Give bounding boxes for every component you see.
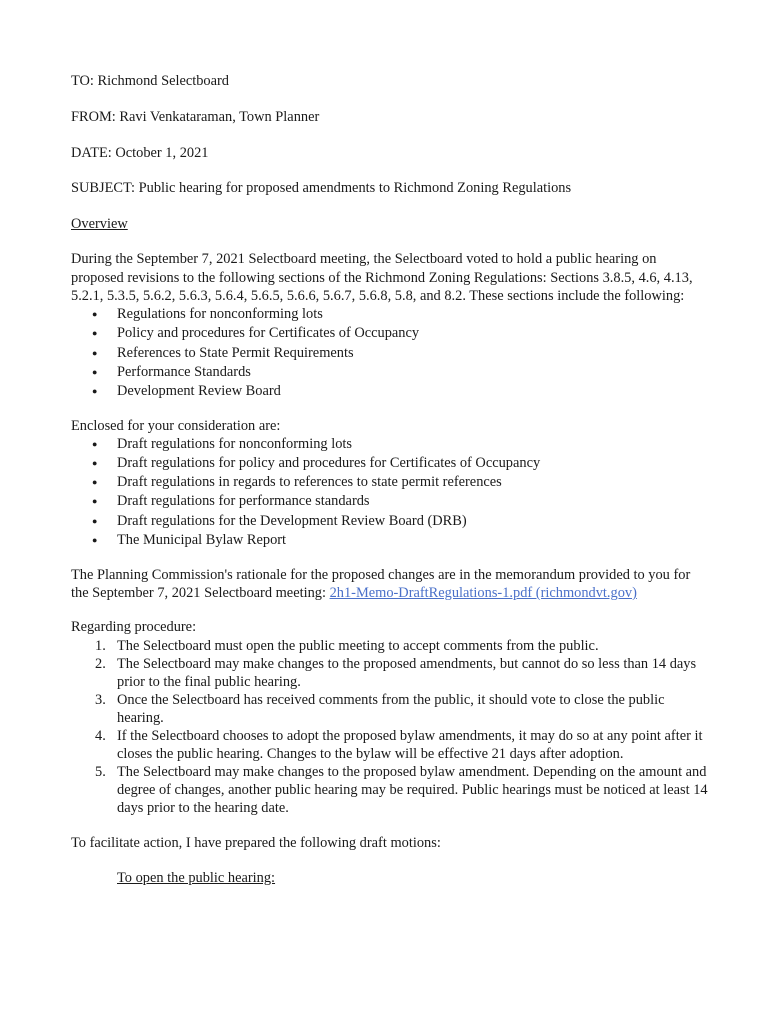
list-item: 3. Once the Selectboard has received comments from the public, it should vote to close the public hearing. [95,691,665,726]
list-item: ● Draft regulations for nonconforming lots [71,435,711,454]
list-item: ● The Municipal Bylaw Report [71,531,711,550]
list-item: ● Regulations for nonconforming lots [71,305,711,324]
overview-heading: Overview [71,216,128,233]
enclosed-list [71,435,711,550]
overview-intro: During the September 7, 2021 Selectboard meeting, the Selectboard voted to hold a public hearing on proposed revisions to the following sections of the Richmond Zoning Regulations: Sections 3.8.5, 4.6, 4.13, 5.2.1, 5.3.5, 5.6.2, 5.6.3, 5.6.4, 5.6.5, 5.6.6, 5.6.7, 5.6.8, 5.8, and 8.2. These sections include the following: [71,251,693,305]
memo-pdf-link[interactable]: 2h1-Memo-DraftRegulations-1.pdf (richmondvt.gov) [329,585,637,601]
memo-subject: SUBJECT: Public hearing for proposed amendments to Richmond Zoning Regulations [71,180,572,197]
list-item: ● Policy and procedures for Certificates of Occupancy [71,324,711,343]
procedure-intro: Regarding procedure: [71,619,197,636]
list-item: 1. The Selectboard must open the public meeting to accept comments from the public. [95,637,599,654]
list-item: 2. The Selectboard may make changes to the proposed amendments, but cannot do so less than 14 days prior to the final public hearing. [95,655,697,690]
list-item: ● Performance Standards [71,363,711,382]
memo-from: FROM: Ravi Venkataraman, Town Planner [71,108,320,125]
list-item: 4. If the Selectboard chooses to adopt the proposed bylaw amendments, it may do so at any point after it closes the public hearing. Changes to the bylaw will be effective 21 days after adoption. [95,727,703,762]
rationale-text: The Planning Commission's rationale for the proposed changes are in the memorandum provided to you for the September 7, 2021 Selectboard meeting: [71,566,691,601]
enclosed-intro: Enclosed for your consideration are: [71,417,281,434]
memo-date: DATE: October 1, 2021 [71,144,209,161]
motions-intro: To facilitate action, I have prepared the following draft motions: [71,834,441,851]
list-item: ● Development Review Board [71,382,711,401]
procedure-steps [71,637,711,817]
rationale-paragraph [71,566,711,603]
list-item: ● Draft regulations for policy and procedures for Certificates of Occupancy [71,454,711,473]
open-hearing-heading: To open the public hearing: [117,869,276,886]
memo-body [71,72,711,887]
list-item: ● Draft regulations for the Development Review Board (DRB) [71,512,711,531]
list-item: ● Draft regulations for performance standards [71,492,711,511]
list-item: ● References to State Permit Requirements [71,344,711,363]
memo-to: TO: Richmond Selectboard [71,73,230,89]
list-item: 5. The Selectboard may make changes to the proposed bylaw amendment. Depending on the amount and degree of changes, another public hearing may be required. Public hearings must be noticed at least 14 days prior to the hearing date. [95,763,708,816]
sections-list [71,305,711,400]
list-item: ● Draft regulations in regards to references to state permit references [71,473,711,492]
